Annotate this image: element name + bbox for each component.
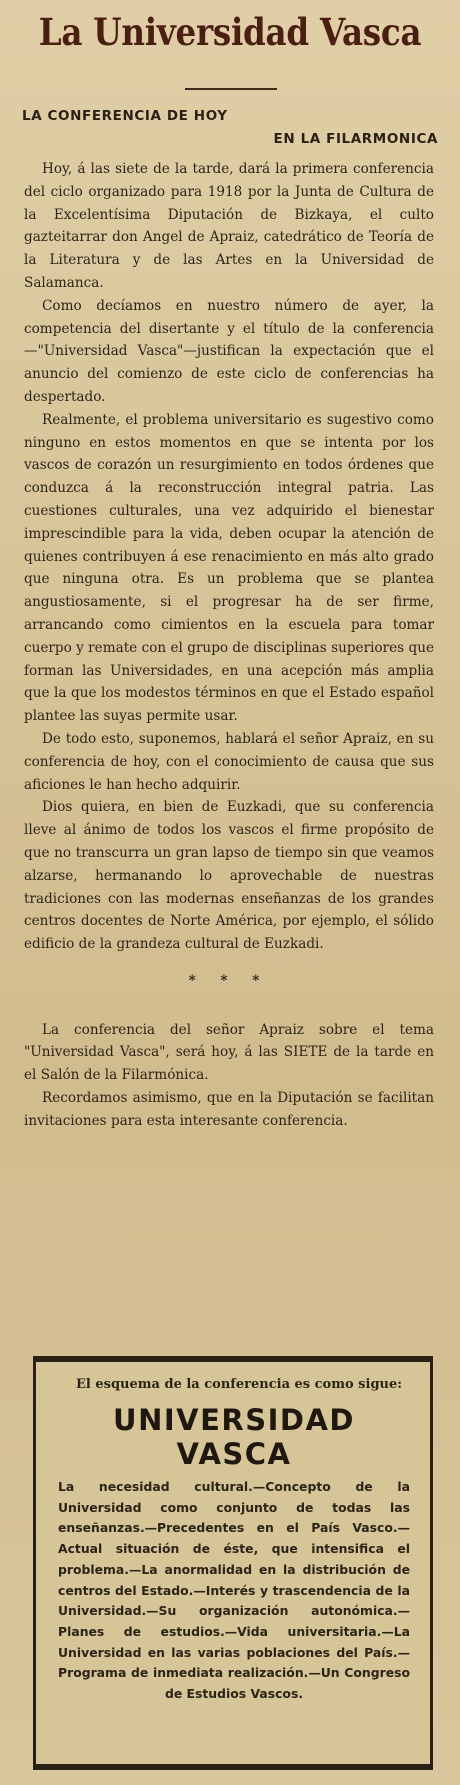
paragraph: Como decíamos en nuestro número de ayer, la competencia del disertante y el título de la conferencia —"Universidad Vasca"—justifican la expectación que el anuncio del comienzo de este ciclo de conferencias ha despertado. [24,297,434,405]
paragraph: Hoy, á las siete de la tarde, dará la primera conferencia del ciclo organizado para 1918 por la Junta de Cultura de la Excelentísima Diputación de Bizkaya, el culto gazteitarrar don Angel de Apraiz, catedrático de Teoría de la Literatura y de las Artes en la Universidad de Salamanca. [24,161,434,291]
divider-rule [185,88,277,90]
outline-box [33,1356,433,1770]
notice-paragraph: Recordamos asimismo, que en la Diputación se facilitan invitaciones para esta interesante conferencia. [24,1090,434,1129]
box-intro: El esquema de la conferencia es como sigue: [76,1377,403,1392]
headline-line-2: EN LA FILARMONICA [273,131,438,147]
paragraph: Dios quiera, en bien de Euzkadi, que su conferencia lleve al ánimo de todos los vascos el firme propósito de que no transcurra un gran lapso de tiempo sin que veamos alzarse, hermanando lo aprovechable de nuestras tradiciones con las modernas enseñanzas de los grandes centros docentes de Norte América, por ejemplo, el sólido edificio de la grandeza cultural de Euzkadi. [24,799,434,953]
paragraph: Realmente, el problema universitario es sugestivo como ninguno en estos momentos en que se intenta por los vascos de corazón un resurgimiento en todos órdenes que conduzca á la reconstrucción integral patria. Las cuestiones culturales, una vez adquirido el bienestar imprescindible para la vida, deben ocupar la atención de quienes contribuyen á ese renacimiento en más alto grado que ninguna otra. Es un problema que se plantea angustiosamente, si el progresar ha de ser firme, arrancando como cimientos en la escuela para tomar cuerpo y remate con el grupo de disciplinas superiores que forman las Universidades, en una acepción más amplia que la que los modestos términos en que el Estado español plantee las suyas permite usar. [24,411,434,725]
paragraph: De todo esto, suponemos, hablará el señor Apraiz, en su conferencia de hoy, con el conocimiento de causa que sus aficiones le han hecho adquirir. [24,730,434,793]
box-title: UNIVERSIDAD VASCA [113,1403,355,1471]
notice-paragraph: La conferencia del señor Apraiz sobre el tema "Universidad Vasca", será hoy, á las SIETE de la tarde en el Salón de la Filarmónica. [24,1021,434,1084]
section-separator: * * * [188,972,270,989]
box-outline-text: La necesidad cultural.—Concepto de la Universidad como conjunto de todas las enseñanzas.—Precedentes en el País Vasco.—Actual situación de éste, que intensifica el problema.—La anormalidad en la distribución de centros del Estado.—Interés y trascendencia de la Universidad.—Su organización autonómica.—Planes de estudios.—Vida universitaria.—La Universidad en las varias poblaciones del País.—Programa de inmediata realización.—Un Congreso de Estudios Vascos. [58,1479,410,1702]
article-body [24,158,434,1133]
headline-line-1: LA CONFERENCIA DE HOY [22,108,228,124]
masthead-title: La Universidad Vasca [38,10,422,54]
